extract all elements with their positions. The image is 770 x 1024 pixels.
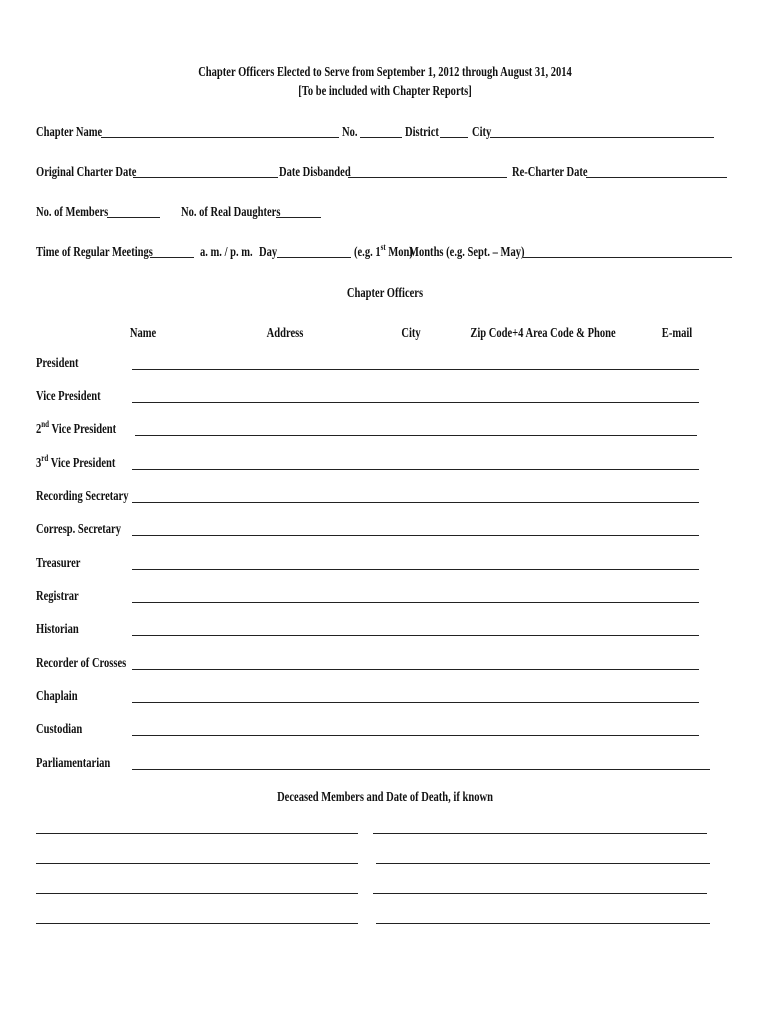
officer-label: Vice President [36, 388, 101, 403]
officer-line[interactable] [132, 635, 699, 636]
original-charter-date-field[interactable] [133, 177, 278, 178]
day-example: (e.g. 1st Mon) [354, 241, 413, 259]
officer-label: Recorder of Crosses [36, 655, 127, 670]
officer-line[interactable] [135, 435, 697, 436]
officer-line[interactable] [132, 535, 699, 536]
district-field[interactable] [440, 137, 468, 138]
deceased-line[interactable] [373, 833, 707, 834]
recharter-date-field[interactable] [586, 177, 727, 178]
original-charter-date-label: Original Charter Date [36, 164, 137, 179]
city-label: City [472, 124, 492, 139]
recharter-date-label: Re-Charter Date [512, 164, 588, 179]
form-title: Chapter Officers Elected to Serve from September 1, 2012 through August 31, 2014 [198, 64, 572, 79]
column-header: City [401, 325, 421, 340]
officer-line[interactable] [132, 702, 699, 703]
officer-line[interactable] [132, 735, 699, 736]
am-pm-label: a. m. / p. m. [200, 244, 253, 259]
officer-label: 2nd Vice President [36, 418, 117, 436]
deceased-line[interactable] [376, 923, 710, 924]
deceased-line[interactable] [36, 923, 358, 924]
chapter-no-label: No. [342, 124, 358, 139]
meeting-time-field[interactable] [150, 257, 194, 258]
chapter-no-field[interactable] [360, 137, 402, 138]
members-field[interactable] [107, 217, 160, 218]
officer-line[interactable] [132, 569, 699, 570]
chapter-name-label: Chapter Name [36, 124, 103, 139]
officer-line[interactable] [132, 602, 699, 603]
officer-line[interactable] [132, 502, 699, 503]
officer-label: Custodian [36, 721, 83, 736]
day-label: Day [259, 244, 278, 259]
city-field[interactable] [490, 137, 714, 138]
officer-label: Treasurer [36, 555, 81, 570]
real-daughters-field[interactable] [276, 217, 321, 218]
column-header: Name [129, 325, 157, 340]
officer-line[interactable] [132, 402, 699, 403]
date-disbanded-field[interactable] [348, 177, 507, 178]
deceased-line[interactable] [36, 833, 358, 834]
deceased-heading: Deceased Members and Date of Death, if known [277, 789, 493, 804]
officer-label: Recording Secretary [36, 488, 129, 503]
deceased-line[interactable] [373, 893, 707, 894]
officer-label: President [36, 355, 79, 370]
officer-label: Registrar [36, 588, 79, 603]
officer-line[interactable] [132, 469, 699, 470]
officer-label: Corresp. Secretary [36, 521, 121, 536]
chapter-officers-heading: Chapter Officers [346, 285, 424, 300]
officer-label: 3rd Vice President [36, 452, 116, 470]
deceased-line[interactable] [36, 893, 358, 894]
officer-label: Chaplain [36, 688, 78, 703]
chapter-name-field[interactable] [101, 137, 339, 138]
months-field[interactable] [523, 257, 732, 258]
date-disbanded-label: Date Disbanded [279, 164, 351, 179]
form-subtitle: [To be included with Chapter Reports] [298, 83, 472, 98]
officer-label: Historian [36, 621, 79, 636]
district-label: District [405, 124, 439, 139]
members-label: No. of Members [36, 204, 109, 219]
officer-label: Parliamentarian [36, 755, 111, 770]
meeting-time-label: Time of Regular Meetings [36, 244, 153, 259]
deceased-line[interactable] [36, 863, 358, 864]
officer-line[interactable] [132, 669, 699, 670]
officer-line[interactable] [132, 769, 710, 770]
meeting-day-field[interactable] [277, 257, 351, 258]
real-daughters-label: No. of Real Daughters [181, 204, 281, 219]
officer-line[interactable] [132, 369, 699, 370]
months-label: Months (e.g. Sept. – May) [409, 244, 525, 259]
deceased-line[interactable] [376, 863, 710, 864]
column-header: Zip Code+4 Area Code & Phone [470, 325, 616, 340]
column-header: E-mail [661, 325, 693, 340]
column-header: Address [266, 325, 304, 340]
